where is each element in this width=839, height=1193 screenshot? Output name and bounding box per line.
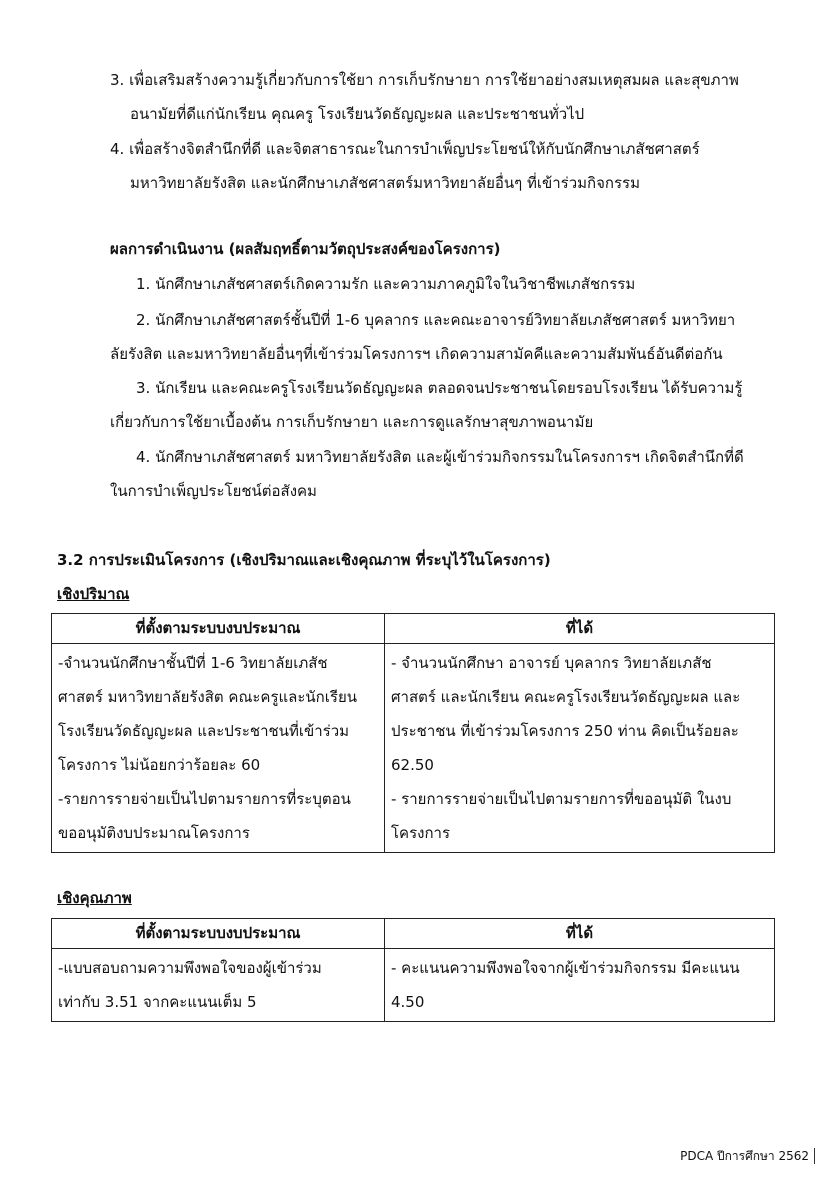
cell-line: - จำนวนนักศึกษา อาจารย์ บุคลากร วิทยาลัยเภสัช — [391, 654, 712, 672]
cell-line: 62.50 — [391, 756, 434, 774]
result-4-line-1: 4. นักศึกษาเภสัชศาสตร์ มหาวิทยาลัยรังสิต และผู้เข้าร่วมกิจกรรมในโครงการฯ เกิดจิตสำนึกที่ดี — [136, 448, 744, 466]
qualitative-header-target: ที่ตั้งตามระบบงบประมาณ — [52, 919, 385, 949]
page-footer: PDCA ปีการศึกษา 2562 — [680, 1148, 815, 1164]
cell-line: -รายการรายจ่ายเป็นไปตามรายการที่ระบุตอน — [58, 790, 351, 808]
quantitative-target-cell — [52, 644, 385, 853]
table-row — [52, 949, 775, 1022]
cell-line: โครงการ ไม่น้อยกว่าร้อยละ 60 — [58, 756, 261, 774]
objective-4-line-1: 4. เพื่อสร้างจิตสำนึกที่ดี และจิตสาธารณะในการบำเพ็ญประโยชน์ให้กับนักศึกษาเภสัชศาสตร์ — [110, 140, 700, 158]
objective-4-line-2: มหาวิทยาลัยรังสิต และนักศึกษาเภสัชศาสตร์มหาวิทยาลัยอื่นๆ ที่เข้าร่วมกิจกรรม — [130, 174, 640, 192]
cell-line: เท่ากับ 3.51 จากคะแนนเต็ม 5 — [58, 993, 257, 1011]
objective-3-line-2: อนามัยที่ดีแก่นักเรียน คุณครู โรงเรียนวัดธัญญะผล และประชาชนทั่วไป — [130, 105, 585, 123]
cell-line: โรงเรียนวัดธัญญะผล และประชาชนที่เข้าร่วม — [58, 722, 349, 740]
cell-line: - รายการรายจ่ายเป็นไปตามรายการที่ขออนุมัติ ในงบ — [391, 790, 732, 808]
quantitative-achieved-cell — [385, 644, 775, 853]
quantitative-header-achieved: ที่ได้ — [385, 614, 775, 644]
result-2-line-1: 2. นักศึกษาเภสัชศาสตร์ชั้นปีที่ 1-6 บุคลากร และคณะอาจารย์วิทยาลัยเภสัชศาสตร์ มหาวิทยา — [136, 311, 736, 329]
evaluation-heading: 3.2 การประเมินโครงการ (เชิงปริมาณและเชิงคุณภาพ ที่ระบุไว้ในโครงการ) — [57, 551, 551, 569]
cell-line: โครงการ — [391, 824, 451, 842]
results-heading: ผลการดำเนินงาน (ผลสัมฤทธิ์ตามวัตถุประสงค์ของโครงการ) — [110, 240, 501, 258]
cell-line: ขออนุมัติงบประมาณโครงการ — [58, 824, 250, 842]
quantitative-table — [51, 613, 775, 853]
quantitative-label: เชิงปริมาณ — [57, 585, 130, 603]
result-4-line-2: ในการบำเพ็ญประโยชน์ต่อสังคม — [110, 482, 317, 500]
cell-line: ศาสตร์ และนักเรียน คณะครูโรงเรียนวัดธัญญะผล และ — [391, 688, 741, 706]
cell-line: - คะแนนความพึงพอใจจากผู้เข้าร่วมกิจกรรม มีคะแนน — [391, 959, 740, 977]
result-3-line-2: เกี่ยวกับการใช้ยาเบื้องต้น การเก็บรักษายา และการดูแลรักษาสุขภาพอนามัย — [110, 413, 594, 431]
objective-3-line-1: 3. เพื่อเสริมสร้างความรู้เกี่ยวกับการใช้ยา การเก็บรักษายา การใช้ยาอย่างสมเหตุสมผล และสุขภาพ — [110, 71, 739, 89]
qualitative-table — [51, 918, 775, 1022]
qualitative-header-achieved: ที่ได้ — [385, 919, 775, 949]
result-2-line-2: ลัยรังสิต และมหาวิทยาลัยอื่นๆที่เข้าร่วมโครงการฯ เกิดความสามัคคีและความสัมพันธ์อันดีต่อกัน — [110, 345, 723, 363]
cell-line: ศาสตร์ มหาวิทยาลัยรังสิต คณะครูและนักเรียน — [58, 688, 357, 706]
table-row — [52, 644, 775, 853]
result-1-line-1: 1. นักศึกษาเภสัชศาสตร์เกิดความรัก และความภาคภูมิใจในวิชาชีพเภสัชกรรม — [136, 275, 636, 293]
quantitative-header-target: ที่ตั้งตามระบบงบประมาณ — [52, 614, 385, 644]
qualitative-target-cell — [52, 949, 385, 1022]
cell-line: ประชาชน ที่เข้าร่วมโครงการ 250 ท่าน คิดเป็นร้อยละ — [391, 722, 739, 740]
qualitative-achieved-cell — [385, 949, 775, 1022]
cell-line: 4.50 — [391, 993, 425, 1011]
result-3-line-1: 3. นักเรียน และคณะครูโรงเรียนวัดธัญญะผล ตลอดจนประชาชนโดยรอบโรงเรียน ได้รับความรู้ — [136, 379, 743, 397]
cell-line: -จำนวนนักศึกษาชั้นปีที่ 1-6 วิทยาลัยเภสัช — [58, 654, 328, 672]
qualitative-label: เชิงคุณภาพ — [57, 889, 132, 907]
cell-line: -แบบสอบถามความพึงพอใจของผู้เข้าร่วม — [58, 959, 322, 977]
